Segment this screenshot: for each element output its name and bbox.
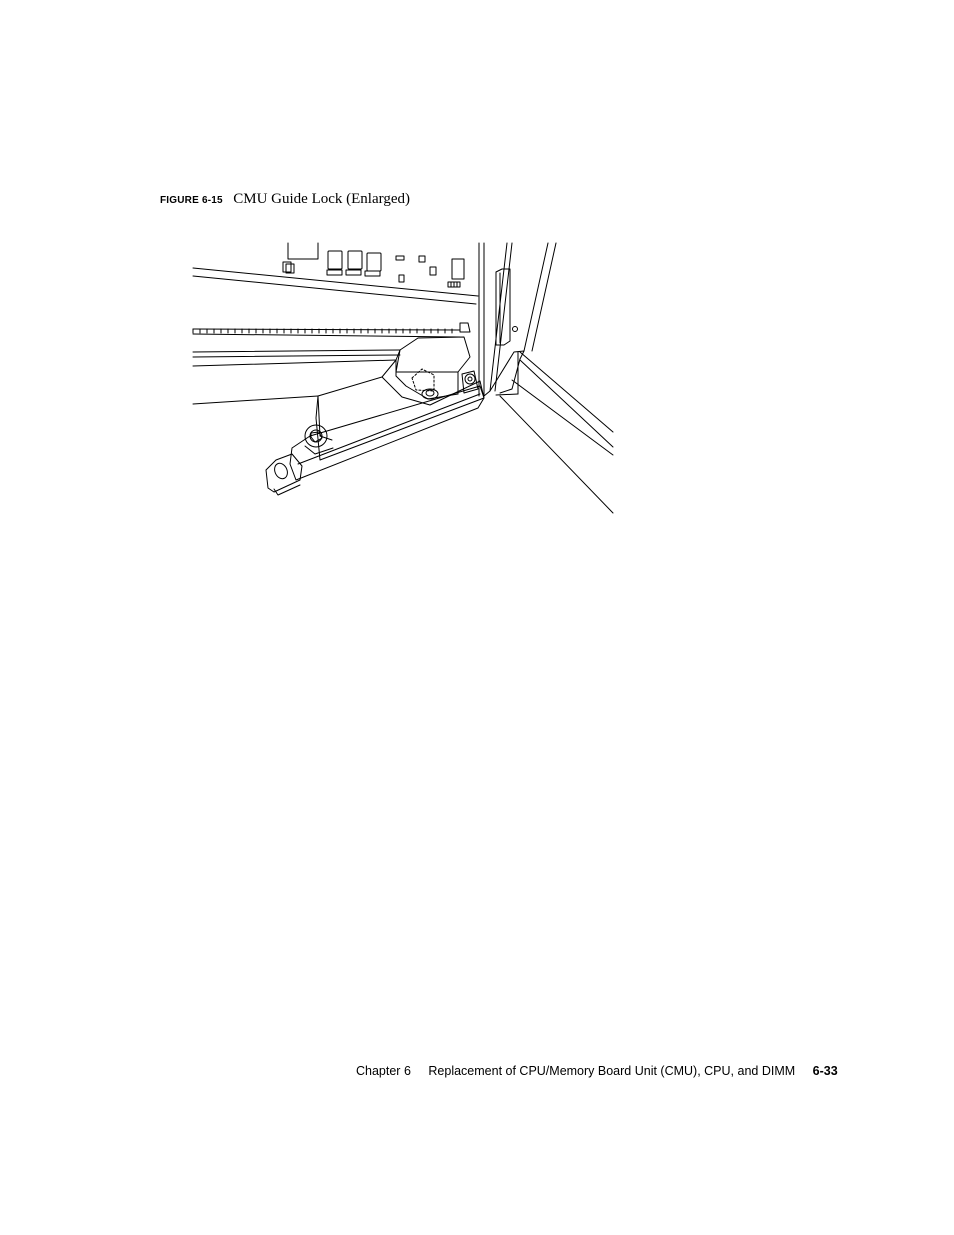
footer-section: Replacement of CPU/Memory Board Unit (CMU), CPU, and DIMM — [428, 1064, 796, 1078]
figure-title: CMU Guide Lock (Enlarged) — [233, 191, 410, 207]
page-number: 6-33 — [812, 1064, 838, 1078]
page-footer — [356, 1064, 838, 1078]
figure-label: FIGURE 6-15 — [160, 195, 223, 206]
footer-chapter: Chapter 6 — [356, 1064, 411, 1078]
